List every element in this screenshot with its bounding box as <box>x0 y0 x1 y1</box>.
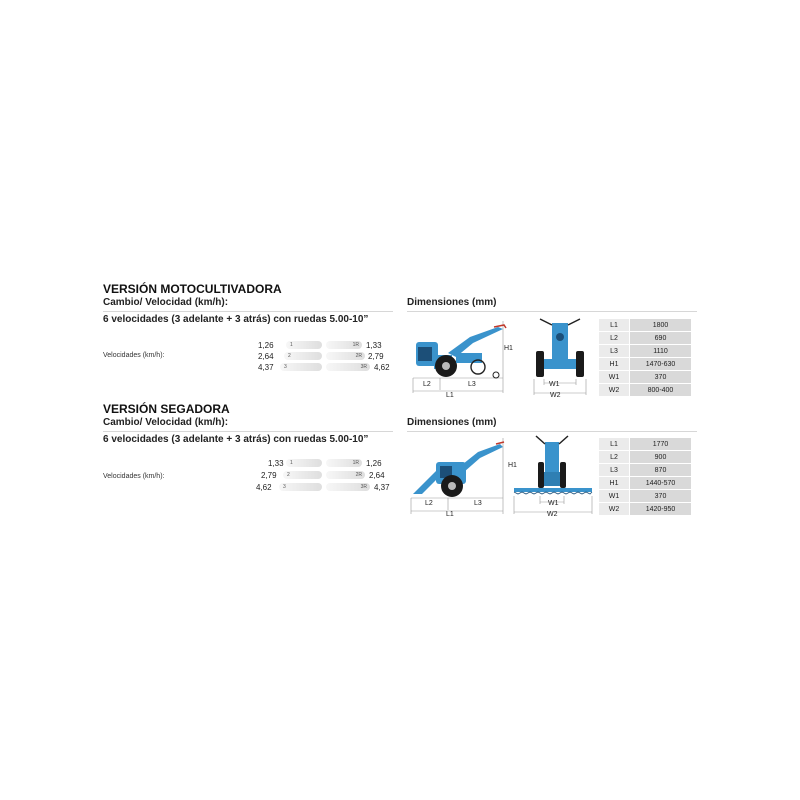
dimensions-table <box>599 319 691 397</box>
dim-value: 870 <box>630 464 692 477</box>
speeds-label: Velocidades (km/h): <box>103 352 165 359</box>
dim-label-w1: W1 <box>548 500 559 507</box>
table-row <box>599 358 691 371</box>
gears-description: 6 velocidades (3 adelante + 3 atrás) con ruedas 5.00-10” <box>103 434 369 445</box>
mower-side-view-diagram <box>408 434 513 524</box>
dim-label-l1: L1 <box>446 392 454 399</box>
dim-value: 1420-950 <box>630 503 692 516</box>
forward-gear-bar <box>283 471 322 479</box>
table-row <box>599 438 691 451</box>
dimensions-title: Dimensiones (mm) <box>407 297 497 308</box>
dim-key: L1 <box>599 319 630 332</box>
dim-key: H1 <box>599 477 630 490</box>
dim-label-l2: L2 <box>425 500 433 507</box>
section-subtitle: Cambio/ Velocidad (km/h): <box>103 417 229 428</box>
dim-label-h1: H1 <box>508 462 517 469</box>
forward-gear-bar <box>286 459 322 467</box>
reverse-speed-value: 2,79 <box>368 352 384 361</box>
dim-value: 1770 <box>630 438 692 451</box>
dim-value: 370 <box>630 371 692 384</box>
forward-speed-value: 2,79 <box>261 471 277 480</box>
dim-value: 1470-630 <box>630 358 692 371</box>
dim-key: W2 <box>599 503 630 516</box>
dim-label-l3: L3 <box>468 381 476 388</box>
dim-key: L2 <box>599 332 630 345</box>
dim-key: H1 <box>599 358 630 371</box>
gear-label: 1R <box>352 460 359 466</box>
tiller-front-view-diagram <box>530 315 590 397</box>
reverse-gear-bar <box>326 483 370 491</box>
speeds-label: Velocidades (km/h): <box>103 473 165 480</box>
tiller-side-view-diagram <box>408 315 513 405</box>
table-row <box>599 332 691 345</box>
dim-value: 800-400 <box>630 384 692 397</box>
reverse-speed-value: 4,62 <box>374 363 390 372</box>
dim-key: L1 <box>599 438 630 451</box>
forward-speed-value: 1,26 <box>258 341 274 350</box>
mower-front-view-diagram <box>512 432 594 522</box>
reverse-speed-value: 4,37 <box>374 483 390 492</box>
reverse-gear-bar <box>326 363 370 371</box>
reverse-gear-bar <box>326 352 365 360</box>
table-row <box>599 490 691 503</box>
forward-speed-value: 4,37 <box>258 363 274 372</box>
forward-speed-value: 1,33 <box>268 459 284 468</box>
dim-label-w1: W1 <box>549 381 560 388</box>
table-row <box>599 464 691 477</box>
dim-value: 370 <box>630 490 692 503</box>
gear-label: 2R <box>355 472 362 478</box>
gear-label: 1R <box>352 342 359 348</box>
dim-value: 900 <box>630 451 692 464</box>
table-row <box>599 371 691 384</box>
dim-label-l3: L3 <box>474 500 482 507</box>
divider <box>103 311 393 312</box>
table-row <box>599 477 691 490</box>
gear-label: 2R <box>355 353 362 359</box>
gear-label: 2 <box>287 472 290 478</box>
dim-key: L3 <box>599 345 630 358</box>
dim-key: W2 <box>599 384 630 397</box>
section-subtitle: Cambio/ Velocidad (km/h): <box>103 297 229 308</box>
gear-label: 3R <box>360 484 367 490</box>
gear-label: 3 <box>284 364 287 370</box>
gear-label: 1 <box>290 342 293 348</box>
dim-key: L3 <box>599 464 630 477</box>
dim-label-l1: L1 <box>446 511 454 518</box>
gear-label: 2 <box>288 353 291 359</box>
table-row <box>599 503 691 516</box>
gear-label: 3R <box>360 364 367 370</box>
forward-gear-bar <box>280 363 322 371</box>
dim-value: 690 <box>630 332 692 345</box>
dim-value: 1110 <box>630 345 692 358</box>
table-row <box>599 384 691 397</box>
dim-value: 1800 <box>630 319 692 332</box>
dim-label-h1: H1 <box>504 345 513 352</box>
divider <box>407 311 697 312</box>
reverse-gear-bar <box>326 471 365 479</box>
dim-label-w2: W2 <box>547 511 558 518</box>
dim-key: W1 <box>599 490 630 503</box>
gear-label: 3 <box>283 484 286 490</box>
divider <box>103 431 393 432</box>
dim-key: W1 <box>599 371 630 384</box>
forward-gear-bar <box>279 483 322 491</box>
reverse-speed-value: 2,64 <box>369 471 385 480</box>
forward-gear-bar <box>284 352 322 360</box>
section-title: VERSIÓN SEGADORA <box>103 402 230 416</box>
dim-label-w2: W2 <box>550 392 561 399</box>
reverse-gear-bar <box>326 459 362 467</box>
dimensions-title: Dimensiones (mm) <box>407 417 497 428</box>
table-row <box>599 345 691 358</box>
forward-speed-value: 4,62 <box>256 483 272 492</box>
section-title: VERSIÓN MOTOCULTIVADORA <box>103 282 282 296</box>
reverse-gear-bar <box>326 341 362 349</box>
dim-label-l2: L2 <box>423 381 431 388</box>
table-row <box>599 451 691 464</box>
dim-value: 1440-570 <box>630 477 692 490</box>
forward-gear-bar <box>286 341 322 349</box>
dimensions-table <box>599 438 691 516</box>
reverse-speed-value: 1,26 <box>366 459 382 468</box>
table-row <box>599 319 691 332</box>
dim-key: L2 <box>599 451 630 464</box>
reverse-speed-value: 1,33 <box>366 341 382 350</box>
forward-speed-value: 2,64 <box>258 352 274 361</box>
gears-description: 6 velocidades (3 adelante + 3 atrás) con ruedas 5.00-10” <box>103 314 369 325</box>
gear-label: 1 <box>290 460 293 466</box>
